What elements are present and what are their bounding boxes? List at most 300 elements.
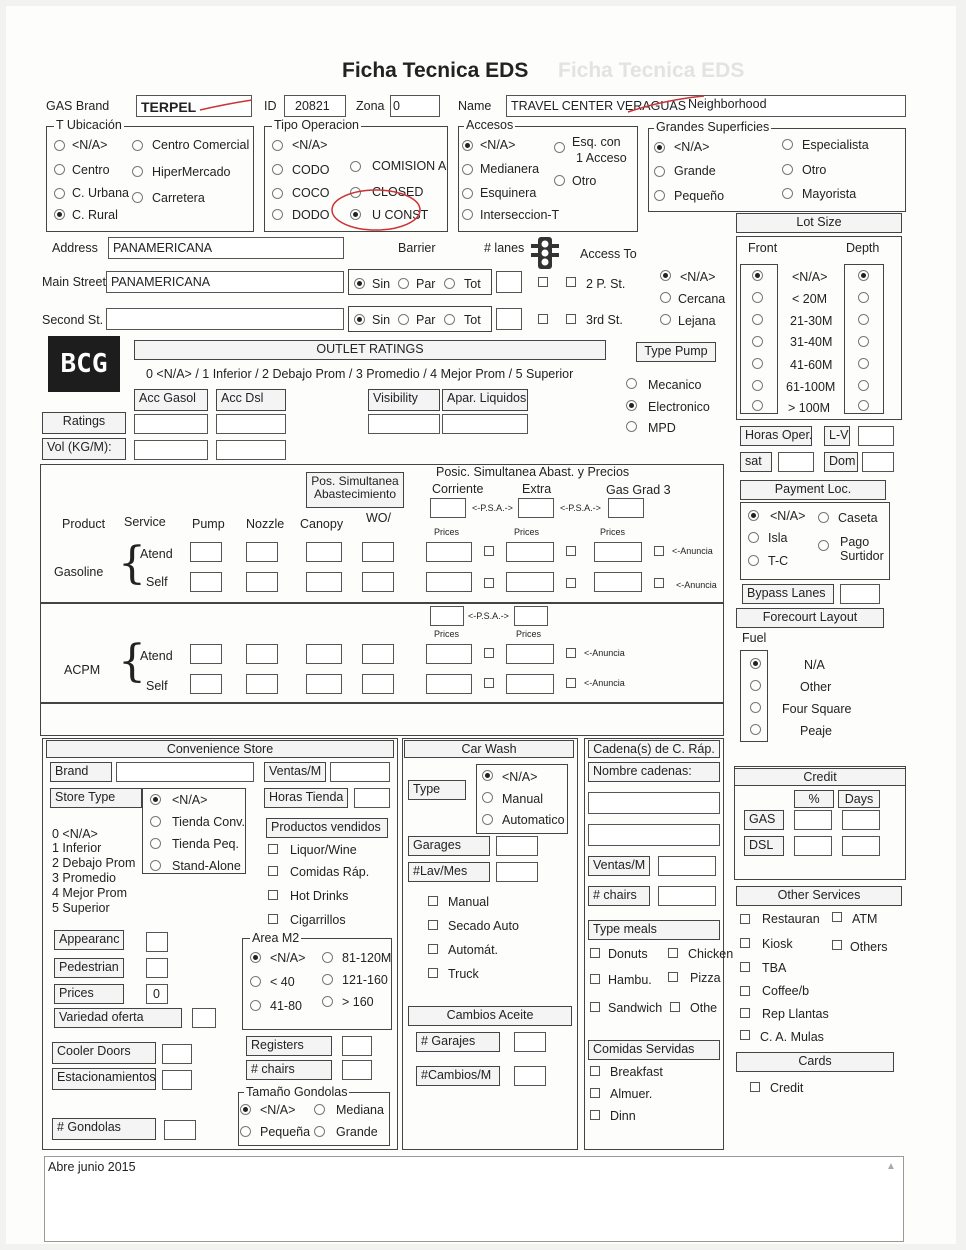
traffic-light-icon <box>530 236 560 270</box>
prod-liquor-label: Liquor/Wine <box>290 843 357 857</box>
acpm-atend-canopy[interactable] <box>306 644 342 664</box>
accesos-radio-otro[interactable] <box>554 175 565 186</box>
pos-sim-line1: Pos. Simultanea <box>311 474 399 488</box>
cadena-ventas-field[interactable] <box>658 856 716 876</box>
tamano-radio-na[interactable] <box>240 1104 251 1115</box>
lot-row-20: < 20M <box>792 292 828 306</box>
payment-radio-tc[interactable] <box>748 555 759 566</box>
area-more: > 160 <box>342 995 374 1009</box>
ubicacion-na-label: <N/A> <box>72 138 108 152</box>
type-meals-label: Type meals <box>588 920 720 940</box>
gas-atend-price-3[interactable] <box>594 542 642 562</box>
second-street-field[interactable] <box>106 308 344 330</box>
operacion-dodo-label: DODO <box>292 208 330 222</box>
gas-self-check-2[interactable] <box>566 578 576 588</box>
lot-front-radio-100[interactable] <box>752 380 763 391</box>
pump-mecanico-label: Mecanico <box>648 378 702 392</box>
area-radio-120[interactable] <box>322 952 333 963</box>
registers-field[interactable] <box>342 1036 372 1056</box>
prod-comidas-check[interactable] <box>268 866 278 876</box>
pump-electronico-label: Electronico <box>648 400 710 414</box>
second-3rd-check[interactable] <box>566 314 576 324</box>
accesos-na-label: <N/A> <box>480 138 516 152</box>
acpm-self-canopy[interactable] <box>306 674 342 694</box>
svc-others: Others <box>850 940 888 954</box>
lot-front-radio-na[interactable] <box>752 270 763 281</box>
ubicacion-radio-centro[interactable] <box>54 164 65 175</box>
tamano-mediana: Mediana <box>336 1103 384 1117</box>
gondolas-label: # Gondolas <box>52 1118 156 1140</box>
psa-label-1: <-P.S.A.-> <box>472 503 513 513</box>
ubicacion-centro-label: Centro <box>72 163 110 177</box>
conv-brand-field[interactable] <box>116 762 254 782</box>
area-radio-80[interactable] <box>250 1000 261 1011</box>
cambios-m-field[interactable] <box>514 1066 546 1086</box>
tamano-na: <N/A> <box>260 1103 296 1117</box>
prices-label: Prices <box>54 984 124 1004</box>
store-type-radio-peq[interactable] <box>150 838 161 849</box>
second-lanes-field[interactable] <box>496 308 522 330</box>
gas-self-wo[interactable] <box>362 572 394 592</box>
acc-gasol-rating[interactable] <box>134 414 208 434</box>
area-120: 81-120M <box>342 951 392 965</box>
accesos-radio-interseccion[interactable] <box>462 209 473 220</box>
acc-dsl-label: Acc Dsl <box>216 389 286 411</box>
second-radio-par[interactable] <box>398 314 409 325</box>
second-tot-label: Tot <box>464 313 481 327</box>
gas-self-price-1[interactable] <box>426 572 472 592</box>
gas-self-canopy[interactable] <box>306 572 342 592</box>
ubicacion-radio-carretera[interactable] <box>132 192 143 203</box>
payment-radio-na[interactable] <box>748 510 759 521</box>
forecourt-radio-other[interactable] <box>750 680 761 691</box>
credit-dsl-days[interactable] <box>842 836 880 856</box>
registers-label: Registers <box>246 1036 332 1056</box>
tamano-radio-pequena[interactable] <box>240 1126 251 1137</box>
operacion-radio-codo[interactable] <box>272 164 283 175</box>
gas-atend-wo[interactable] <box>362 542 394 562</box>
operacion-radio-comision[interactable] <box>350 161 361 172</box>
acpm-self-price-1[interactable] <box>426 674 472 694</box>
gas-brand-field[interactable]: TERPEL <box>136 95 252 117</box>
notes-text: Abre junio 2015 <box>48 1160 136 1174</box>
svc-coffee-check[interactable] <box>740 986 750 996</box>
main-sin-label: Sin <box>372 277 391 291</box>
productos-vendidos-label: Productos vendidos <box>266 818 388 838</box>
superficies-radio-na[interactable] <box>654 142 665 153</box>
access-cercana-label: Cercana <box>678 292 726 306</box>
garajes-label: # Garajes <box>416 1032 500 1052</box>
gondolas-field[interactable] <box>164 1120 196 1140</box>
superficies-mayorista-label: Mayorista <box>802 187 857 201</box>
accesos-medianera-label: Medianera <box>480 162 540 176</box>
cadena-chairs-field[interactable] <box>658 886 716 906</box>
acpm-atend-wo[interactable] <box>362 644 394 664</box>
area-radio-160[interactable] <box>322 974 333 985</box>
cooler-label: Cooler Doors <box>52 1042 156 1064</box>
lv-field[interactable] <box>858 426 894 446</box>
address-label: Address <box>52 241 98 255</box>
acpm-prices-label-2: Prices <box>516 629 542 639</box>
ubicacion-radio-urbana[interactable] <box>54 188 65 199</box>
meal-chicken-check[interactable] <box>668 948 678 958</box>
svc-tba-check[interactable] <box>740 962 750 972</box>
accesos-radio-medianera[interactable] <box>462 164 473 175</box>
form-page <box>6 6 956 1244</box>
acpm-atend-price-2[interactable] <box>506 644 554 664</box>
cards-credit-check[interactable] <box>750 1082 760 1092</box>
gas-atend-price-2[interactable] <box>506 542 554 562</box>
dom-field[interactable] <box>862 452 894 472</box>
cw-secado-check[interactable] <box>428 920 438 930</box>
prod-liquor-check[interactable] <box>268 844 278 854</box>
acc-gasol-vol[interactable] <box>134 440 208 460</box>
operacion-radio-dodo[interactable] <box>272 209 283 220</box>
second-barrier-check[interactable] <box>538 314 548 324</box>
main-radio-par[interactable] <box>398 278 409 289</box>
meal-donuts-check[interactable] <box>590 948 600 958</box>
payment-radio-caseta[interactable] <box>818 512 829 523</box>
acpm-psa-field-1[interactable] <box>430 606 464 626</box>
cw-truck-check[interactable] <box>428 968 438 978</box>
svc-kiosk-check[interactable] <box>740 938 750 948</box>
prices-label-2: Prices <box>514 527 540 537</box>
garages-field[interactable] <box>496 836 538 856</box>
access-lejana-label: Lejana <box>678 314 716 328</box>
store-type-conv: Tienda Conv. <box>172 815 245 829</box>
prices-label-1: Prices <box>434 527 460 537</box>
meal-sandwich-check[interactable] <box>590 1002 600 1012</box>
lot-depth-radio-100[interactable] <box>858 380 869 391</box>
gas-atend-canopy[interactable] <box>306 542 342 562</box>
accesos-radio-esq[interactable] <box>554 142 565 153</box>
main-2pst-check[interactable] <box>566 277 576 287</box>
acpm-self-nozzle[interactable] <box>246 674 278 694</box>
main-lanes-field[interactable] <box>496 271 522 293</box>
lot-front-radio-more[interactable] <box>752 400 763 411</box>
tamano-grande: Grande <box>336 1125 378 1139</box>
gasoline-atend-label: Atend <box>140 547 173 561</box>
operacion-title: Tipo Operacion <box>274 118 359 132</box>
accesos-radio-esquinera[interactable] <box>462 188 473 199</box>
ghost-header: Ficha Tecnica EDS <box>558 59 745 82</box>
forecourt-na-label: N/A <box>804 658 825 672</box>
id-field[interactable]: 20821 <box>284 95 346 117</box>
corriente-label: Corriente <box>432 482 484 496</box>
appearance-field[interactable] <box>146 932 168 952</box>
payment-pago-label: Pago <box>840 535 870 549</box>
acpm-self-wo[interactable] <box>362 674 394 694</box>
payment-caseta-label: Caseta <box>838 511 878 525</box>
meal-othe-check[interactable] <box>670 1002 680 1012</box>
acc-dsl-rating[interactable] <box>216 414 286 434</box>
forecourt-title: Forecourt Layout <box>736 608 884 628</box>
gas-self-check-3[interactable] <box>654 578 664 588</box>
meal-hambu-check[interactable] <box>590 974 600 984</box>
store-type-radio-stand[interactable] <box>150 860 161 871</box>
svc-coffee: Coffee/b <box>762 984 810 998</box>
lot-size-title: Lot Size <box>736 213 902 233</box>
access-na-label: <N/A> <box>680 270 716 284</box>
gasgrad-psa-field[interactable] <box>608 498 644 518</box>
servida-dinn-check[interactable] <box>590 1110 600 1120</box>
acpm-brace-icon: { <box>118 636 146 687</box>
forecourt-other-label: Other <box>800 680 832 694</box>
variedad-field[interactable] <box>192 1008 216 1028</box>
area-radio-more[interactable] <box>322 996 333 1007</box>
vol-label: Vol (KG/M): <box>42 438 126 460</box>
corriente-psa-field[interactable] <box>430 498 466 518</box>
svc-tba: TBA <box>762 961 787 975</box>
gas-self-check-1[interactable] <box>484 578 494 588</box>
main-barrier-check[interactable] <box>538 277 548 287</box>
apar-rating[interactable] <box>442 414 528 434</box>
ink-stroke-mark <box>624 92 708 116</box>
store-type-radio-na[interactable] <box>150 794 161 805</box>
tamano-pequena: Pequeña <box>260 1125 311 1139</box>
payment-radio-isla[interactable] <box>748 532 759 543</box>
gas-self-price-2[interactable] <box>506 572 554 592</box>
estac-label: Estacionamientos <box>52 1068 156 1090</box>
sat-label: sat <box>740 452 772 472</box>
access-radio-cercana[interactable] <box>660 292 671 303</box>
acpm-atend-check-2[interactable] <box>566 648 576 658</box>
lot-depth-radio-na[interactable] <box>858 270 869 281</box>
prod-drinks-check[interactable] <box>268 890 278 900</box>
address-field[interactable]: PANAMERICANA <box>108 237 344 259</box>
acpm-self-pump[interactable] <box>190 674 222 694</box>
carwash-radio-manual[interactable] <box>482 792 493 803</box>
horas-tienda-label: Horas Tienda <box>264 788 348 808</box>
superficies-radio-otro[interactable] <box>782 164 793 175</box>
operacion-comision-label: COMISION A <box>372 159 447 173</box>
pedestrian-field[interactable] <box>146 958 168 978</box>
superficies-radio-mayorista[interactable] <box>782 188 793 199</box>
extra-psa-field[interactable] <box>518 498 554 518</box>
lot-depth-radio-20[interactable] <box>858 292 869 303</box>
lv-label: L-V <box>824 426 850 446</box>
area-radio-40[interactable] <box>250 976 261 987</box>
zona-label: Zona <box>356 99 385 113</box>
nombre-cadenas-field-2[interactable] <box>588 824 720 846</box>
lot-depth-radio-30[interactable] <box>858 314 869 325</box>
visibility-label: Visibility <box>368 389 440 411</box>
lot-front-radio-60[interactable] <box>752 358 763 369</box>
access-radio-lejana[interactable] <box>660 314 671 325</box>
acpm-self-check-2[interactable] <box>566 678 576 688</box>
gas-self-price-3[interactable] <box>594 572 642 592</box>
notes-field[interactable] <box>44 1156 904 1242</box>
lot-front-radio-40[interactable] <box>752 336 763 347</box>
ubicacion-comercial-label: Centro Comercial <box>152 138 250 152</box>
tamano-radio-mediana[interactable] <box>314 1104 325 1115</box>
gas-atend-pump[interactable] <box>190 542 222 562</box>
credit-dsl-pct[interactable] <box>794 836 832 856</box>
acpm-atend-pump[interactable] <box>190 644 222 664</box>
comidas-servidas-label: Comidas Servidas <box>588 1040 720 1060</box>
servida-almuer-check[interactable] <box>590 1088 600 1098</box>
acpm-atend-check-1[interactable] <box>484 648 494 658</box>
operacion-na-label: <N/A> <box>292 138 328 152</box>
acpm-atend-nozzle[interactable] <box>246 644 278 664</box>
access-to-label: Access To <box>580 247 637 261</box>
gas-atend-check-1[interactable] <box>484 546 494 556</box>
superficies-radio-especialista[interactable] <box>782 139 793 150</box>
cw-manual-check[interactable] <box>428 896 438 906</box>
accesos-otro-label: Otro <box>572 174 597 188</box>
ubicacion-radio-hiper[interactable] <box>132 166 143 177</box>
svc-mulas: C. A. Mulas <box>760 1030 824 1044</box>
id-label: ID <box>264 99 277 113</box>
ink-underline-mark <box>196 94 256 116</box>
conv-chairs-field[interactable] <box>342 1060 372 1080</box>
lot-depth-radio-40[interactable] <box>858 336 869 347</box>
ubicacion-radio-comercial[interactable] <box>132 140 143 151</box>
credit-pct-label: % <box>794 790 834 808</box>
carwash-radio-na[interactable] <box>482 770 493 781</box>
ubicacion-radio-na[interactable] <box>54 140 65 151</box>
prices-label-3: Prices <box>600 527 626 537</box>
pricing-divider <box>40 602 724 604</box>
lav-mes-field[interactable] <box>496 862 538 882</box>
lot-front-radio-20[interactable] <box>752 292 763 303</box>
prices-field[interactable]: 0 <box>146 984 168 1004</box>
main-radio-tot[interactable] <box>444 278 455 289</box>
lot-depth-radio-more[interactable] <box>858 400 869 411</box>
forecourt-radio-peaje[interactable] <box>750 724 761 735</box>
ratings-label: Ratings <box>42 412 126 434</box>
area-40: < 40 <box>270 975 295 989</box>
acpm-psa-field-2[interactable] <box>514 606 548 626</box>
pump-radio-electronico[interactable] <box>626 400 637 411</box>
svc-atm-check[interactable] <box>832 912 842 922</box>
payment-na-label: <N/A> <box>770 509 806 523</box>
garages-label: Garages <box>408 836 490 856</box>
ubicacion-hiper-label: HiperMercado <box>152 165 231 179</box>
accesos-radio-na[interactable] <box>462 140 473 151</box>
servida-breakfast-label: Breakfast <box>610 1065 663 1079</box>
pump-radio-mecanico[interactable] <box>626 378 637 389</box>
horas-tienda-field[interactable] <box>354 788 390 808</box>
svc-others-check[interactable] <box>832 940 842 950</box>
cadena-title: Cadena(s) de C. Ráp. <box>588 740 720 758</box>
ubicacion-radio-rural[interactable] <box>54 209 65 220</box>
conv-chairs-label: # chairs <box>246 1060 332 1080</box>
acpm-atend-price-1[interactable] <box>426 644 472 664</box>
cw-automat-check[interactable] <box>428 944 438 954</box>
main-radio-sin[interactable] <box>354 278 365 289</box>
credit-days-label: Days <box>838 790 880 808</box>
svc-restauran-check[interactable] <box>740 914 750 924</box>
gas-self-pump[interactable] <box>190 572 222 592</box>
cw-automat-label: Automát. <box>448 943 499 957</box>
meal-chicken-label: Chicken <box>688 947 734 961</box>
acpm-self-check-1[interactable] <box>484 678 494 688</box>
conv-ventas-field[interactable] <box>330 762 390 782</box>
store-type-peq: Tienda Peq. <box>172 837 239 851</box>
area-na: <N/A> <box>270 951 306 965</box>
credit-title: Credit <box>734 768 906 786</box>
gas-atend-check-2[interactable] <box>566 546 576 556</box>
second-radio-tot[interactable] <box>444 314 455 325</box>
prod-cigarrillos-check[interactable] <box>268 914 278 924</box>
acc-dsl-vol[interactable] <box>216 440 286 460</box>
col-nozzle: Nozzle <box>246 517 285 531</box>
superficies-radio-grande[interactable] <box>654 166 665 177</box>
gas-self-anuncia: <-Anuncia <box>676 580 717 590</box>
visibility-rating[interactable] <box>368 414 440 434</box>
estac-field[interactable] <box>162 1070 192 1090</box>
acpm-self-price-2[interactable] <box>506 674 554 694</box>
gas-atend-check-3[interactable] <box>654 546 664 556</box>
pedestrian-label: Pedestrian <box>54 958 124 978</box>
posic-label: Posic. Simultanea Abast. y Precios <box>436 465 630 479</box>
bypass-field[interactable] <box>840 584 880 604</box>
gas-self-nozzle[interactable] <box>246 572 278 592</box>
forecourt-radio-na[interactable] <box>750 658 761 669</box>
svc-mulas-check[interactable] <box>740 1030 750 1040</box>
notes-scroll-up-icon[interactable]: ▲ <box>886 1161 896 1172</box>
zona-field[interactable]: 0 <box>390 95 440 117</box>
garajes-field[interactable] <box>514 1032 546 1052</box>
forecourt-radio-four[interactable] <box>750 702 761 713</box>
carwash-auto: Automatico <box>502 813 565 827</box>
gas-atend-nozzle[interactable] <box>246 542 278 562</box>
carwash-radio-auto[interactable] <box>482 814 493 825</box>
gas-atend-price-1[interactable] <box>426 542 472 562</box>
access-radio-na[interactable] <box>660 270 671 281</box>
main-street-field[interactable]: PANAMERICANA <box>106 271 344 293</box>
tamano-radio-grande[interactable] <box>314 1126 325 1137</box>
col-product: Product <box>62 517 106 531</box>
superficies-especialista-label: Especialista <box>802 138 869 152</box>
conv-scale-0: 0 <N/A> <box>52 827 98 841</box>
operacion-radio-coco[interactable] <box>272 188 283 199</box>
col-service: Service <box>124 515 166 529</box>
credit-gas-pct[interactable] <box>794 810 832 830</box>
superficies-radio-pequeno[interactable] <box>654 190 665 201</box>
lot-depth-radio-60[interactable] <box>858 358 869 369</box>
acc-gasol-label: Acc Gasol <box>134 389 208 411</box>
name-label: Name <box>458 99 492 113</box>
meal-pizza-label: Pizza <box>690 971 721 985</box>
cooler-field[interactable] <box>162 1044 192 1064</box>
pricing-divider-2 <box>40 702 724 704</box>
bypass-label: Bypass Lanes <box>742 584 834 604</box>
conv-scale-4: 4 Mejor Prom <box>52 886 128 900</box>
meal-pizza-check[interactable] <box>668 972 678 982</box>
area-radio-na[interactable] <box>250 952 261 963</box>
svc-llantas-check[interactable] <box>740 1008 750 1018</box>
gasoline-label: Gasoline <box>54 565 104 579</box>
acpm-self-anuncia: <-Anuncia <box>584 678 625 688</box>
credit-gas-days[interactable] <box>842 810 880 830</box>
payment-radio-pago[interactable] <box>818 540 829 551</box>
nombre-cadenas-field-1[interactable] <box>588 792 720 814</box>
gasoline-self-label: Self <box>146 575 168 589</box>
sat-field[interactable] <box>778 452 814 472</box>
operacion-radio-na[interactable] <box>272 140 283 151</box>
lot-front-radio-30[interactable] <box>752 314 763 325</box>
lot-row-more: > 100M <box>788 401 831 415</box>
payment-isla-label: Isla <box>768 531 788 545</box>
servida-breakfast-check[interactable] <box>590 1066 600 1076</box>
second-radio-sin[interactable] <box>354 314 365 325</box>
carwash-title: Car Wash <box>404 740 574 758</box>
area-160: 121-160 <box>342 973 388 987</box>
pump-radio-mpd[interactable] <box>626 421 637 432</box>
store-type-radio-conv[interactable] <box>150 816 161 827</box>
